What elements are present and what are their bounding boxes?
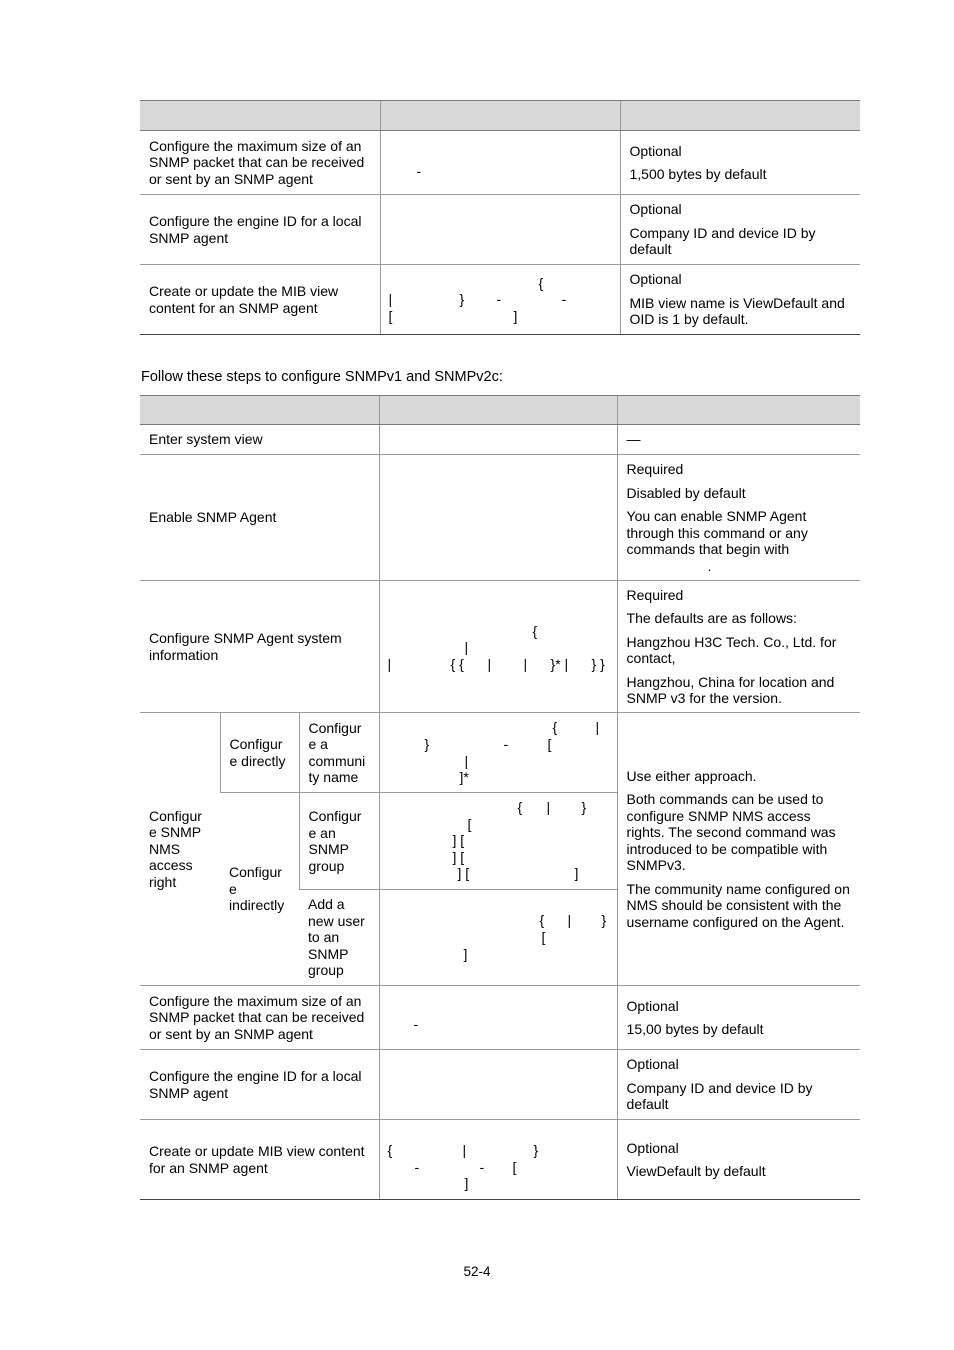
row-command [379, 1050, 617, 1120]
header-cell [380, 101, 620, 131]
table-row [140, 986, 860, 1050]
access-indirect-label: Configur e indirectly [220, 793, 299, 986]
row-remarks: Use either approach. Both commands can be used to configure SNMP NMS access rights. The second command was introduced to be compatible with SNMPv3. The community name configured on NMS should be consistent with the username configured on the Agent. [617, 713, 860, 986]
intro-text: Follow these steps to configure SNMPv1 and SNMPv2c: [141, 369, 503, 385]
table-row [140, 195, 860, 265]
row-command: { | } [ ] [ ] [ ] [ ] [379, 793, 617, 890]
row-remarks: Optional Company ID and device ID by default [617, 1050, 860, 1120]
table-snmpv1-v2c-steps [140, 395, 860, 1200]
row-remarks: Optional ViewDefault by default [617, 1120, 860, 1200]
row-remarks: Optional Company ID and device ID by default [620, 195, 860, 265]
access-group-sub: Configur e an SNMP group [299, 793, 379, 890]
row-command: { | } [ ] [379, 890, 617, 986]
table-row [140, 265, 860, 335]
table-row [140, 1050, 860, 1120]
row-command: { | } - - [ ] [379, 1120, 617, 1200]
header-cell [617, 396, 860, 425]
table-row [140, 455, 860, 581]
header-cell [620, 101, 860, 131]
table-row [140, 1120, 860, 1200]
row-description: Configure the engine ID for a local SNMP agent [140, 195, 380, 265]
table-row [140, 425, 860, 455]
page-number: 52-4 [463, 1264, 491, 1279]
row-remarks: — [617, 425, 860, 455]
header-cell [140, 101, 380, 131]
row-description: Configure the maximum size of an SNMP packet that can be received or sent by an SNMP agent [140, 131, 380, 195]
row-description: Create or update the MIB view content for an SNMP agent [140, 265, 380, 335]
row-description: Configure the engine ID for a local SNMP agent [140, 1050, 379, 1120]
row-description: Enable SNMP Agent [140, 455, 379, 581]
row-description: Create or update MIB view content for an SNMP agent [140, 1120, 379, 1200]
table-snmp-agent-options [140, 100, 860, 335]
row-remarks: Optional 1,500 bytes by default [620, 131, 860, 195]
header-cell [140, 396, 379, 425]
row-command: { | } - - [ ] [380, 265, 620, 335]
table-row [140, 581, 860, 713]
row-command [380, 195, 620, 265]
table-row [140, 713, 860, 793]
access-user-sub: Add a new user to an SNMP group [299, 890, 379, 986]
row-remarks: Required Disabled by default You can enable SNMP Agent through this command or any commands that begin with . [617, 455, 860, 581]
row-command: - [379, 986, 617, 1050]
header-cell [379, 396, 617, 425]
row-command: { | } - [ | ]* [379, 713, 617, 793]
row-command: { | | { { | | }* | } } [379, 581, 617, 713]
row-remarks: Optional MIB view name is ViewDefault and OID is 1 by default. [620, 265, 860, 335]
access-direct-label: Configur e directly [220, 713, 299, 793]
table-row [140, 131, 860, 195]
row-command [379, 425, 617, 455]
row-description: Configure the maximum size of an SNMP packet that can be received or sent by an SNMP agent [140, 986, 379, 1050]
row-description: Configure SNMP Agent system information [140, 581, 379, 713]
access-direct-sub: Configur e a communi ty name [299, 713, 379, 793]
access-right-label: Configur e SNMP NMS access right [140, 713, 220, 986]
row-remarks: Optional 15,00 bytes by default [617, 986, 860, 1050]
row-command [379, 455, 617, 581]
row-remarks: Required The defaults are as follows: Hangzhou H3C Tech. Co., Ltd. for contact, Hangzhou, China for location and SNMP v3 for the version. [617, 581, 860, 713]
row-command: - [380, 131, 620, 195]
row-description: Enter system view [140, 425, 379, 455]
